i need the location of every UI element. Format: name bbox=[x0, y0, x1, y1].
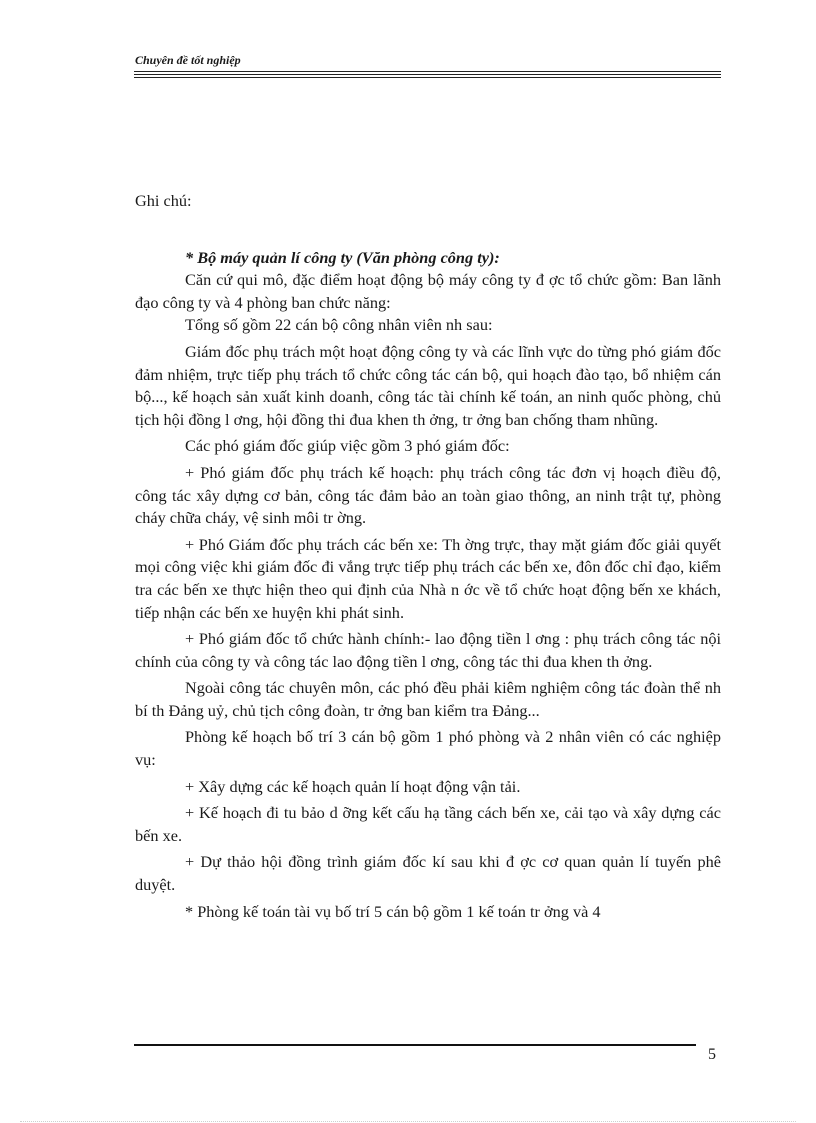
paragraph: + Phó giám đốc phụ trách kế hoạch: phụ trách công tác đơn vị hoạch điều độ, công tác xây dựng cơ bản, công tác đảm bảo an toàn giao thông, an ninh trật tự, phòng cháy chữa cháy, vệ sinh môi tr ờng. bbox=[135, 462, 721, 528]
paragraph: Tổng số gồm 22 cán bộ công nhân viên nh sau: bbox=[185, 315, 493, 335]
paragraph: Ngoài công tác chuyên môn, các phó đều phải kiêm nghiệm công tác đoàn thể nh bí th Đảng uỷ, chủ tịch công đoàn, tr ởng ban kiểm tra Đảng... bbox=[135, 678, 721, 720]
header-rule bbox=[134, 77, 721, 78]
paragraph: Căn cứ qui mô, đặc điểm hoạt động bộ máy công ty đ ợc tổ chức gồm: Ban lãnh đạo công ty và 4 phòng ban chức năng: bbox=[135, 270, 721, 312]
paragraph: + Kế hoạch đi tu bảo d ỡng kết cấu hạ tầng cách bến xe, cải tạo và xây dựng các bến xe. bbox=[135, 803, 721, 845]
page-edge-divider bbox=[20, 1121, 796, 1122]
header-title: Chuyên đề tốt nghiệp bbox=[135, 53, 241, 67]
paragraph: * Phòng kế toán tài vụ bố trí 5 cán bộ gồm 1 kế toán tr ởng và 4 bbox=[185, 901, 601, 921]
note-label: Ghi chú: bbox=[135, 191, 192, 210]
section-heading: * Bộ máy quản lí công ty (Văn phòng công ty): bbox=[185, 247, 500, 267]
paragraph: Phòng kế hoạch bố trí 3 cán bộ gồm 1 phó phòng và 2 nhân viên có các nghiệp vụ: bbox=[135, 727, 721, 770]
header-rule bbox=[134, 71, 721, 72]
paragraph: + Dự thảo hội đồng trình giám đốc kí sau khi đ ợc cơ quan quản lí tuyến phê duyệt. bbox=[135, 852, 721, 895]
paragraph: Các phó giám đốc giúp việc gồm 3 phó giám đốc: bbox=[185, 436, 510, 456]
paragraph: Giám đốc phụ trách một hoạt động công ty và các lĩnh vực do từng phó giám đốc đảm nhiệm, trực tiếp phụ trách tổ chức công tác cán bộ, qui hoạch đào tạo, bổ nhiệm cán bộ..., kế hoạch sản xuất kinh doanh, công tác tài chính kế toán, an ninh quốc phòng, chủ tịch hội đồng l ơng, hội đồng thi đua khen th ởng, tr ởng ban chống tham nhũng. bbox=[135, 341, 721, 429]
paragraph: + Phó Giám đốc phụ trách các bến xe: Th ờng trực, thay mặt giám đốc giải quyết mọi công việc khi giám đốc đi vắng trực tiếp phụ trách các bến xe, đôn đốc chỉ đạo, kiểm tra các bến xe thực hiện theo qui định của Nhà n ớc về tổ chức hoạt động bến xe khách, tiếp nhận các bến xe huyện khi phát sinh. bbox=[135, 534, 721, 622]
paragraph: + Xây dựng các kế hoạch quản lí hoạt động vận tải. bbox=[185, 776, 521, 796]
paragraph: + Phó giám đốc tổ chức hành chính:- lao động tiền l ơng : phụ trách công tác nội chính của công ty và công tác lao động tiền l ơng, công tác thi đua khen th ởng. bbox=[135, 629, 721, 671]
page-number: 5 bbox=[708, 1046, 716, 1063]
document-body bbox=[135, 190, 721, 923]
footer-rule bbox=[134, 1044, 696, 1046]
header-rule bbox=[134, 74, 721, 75]
